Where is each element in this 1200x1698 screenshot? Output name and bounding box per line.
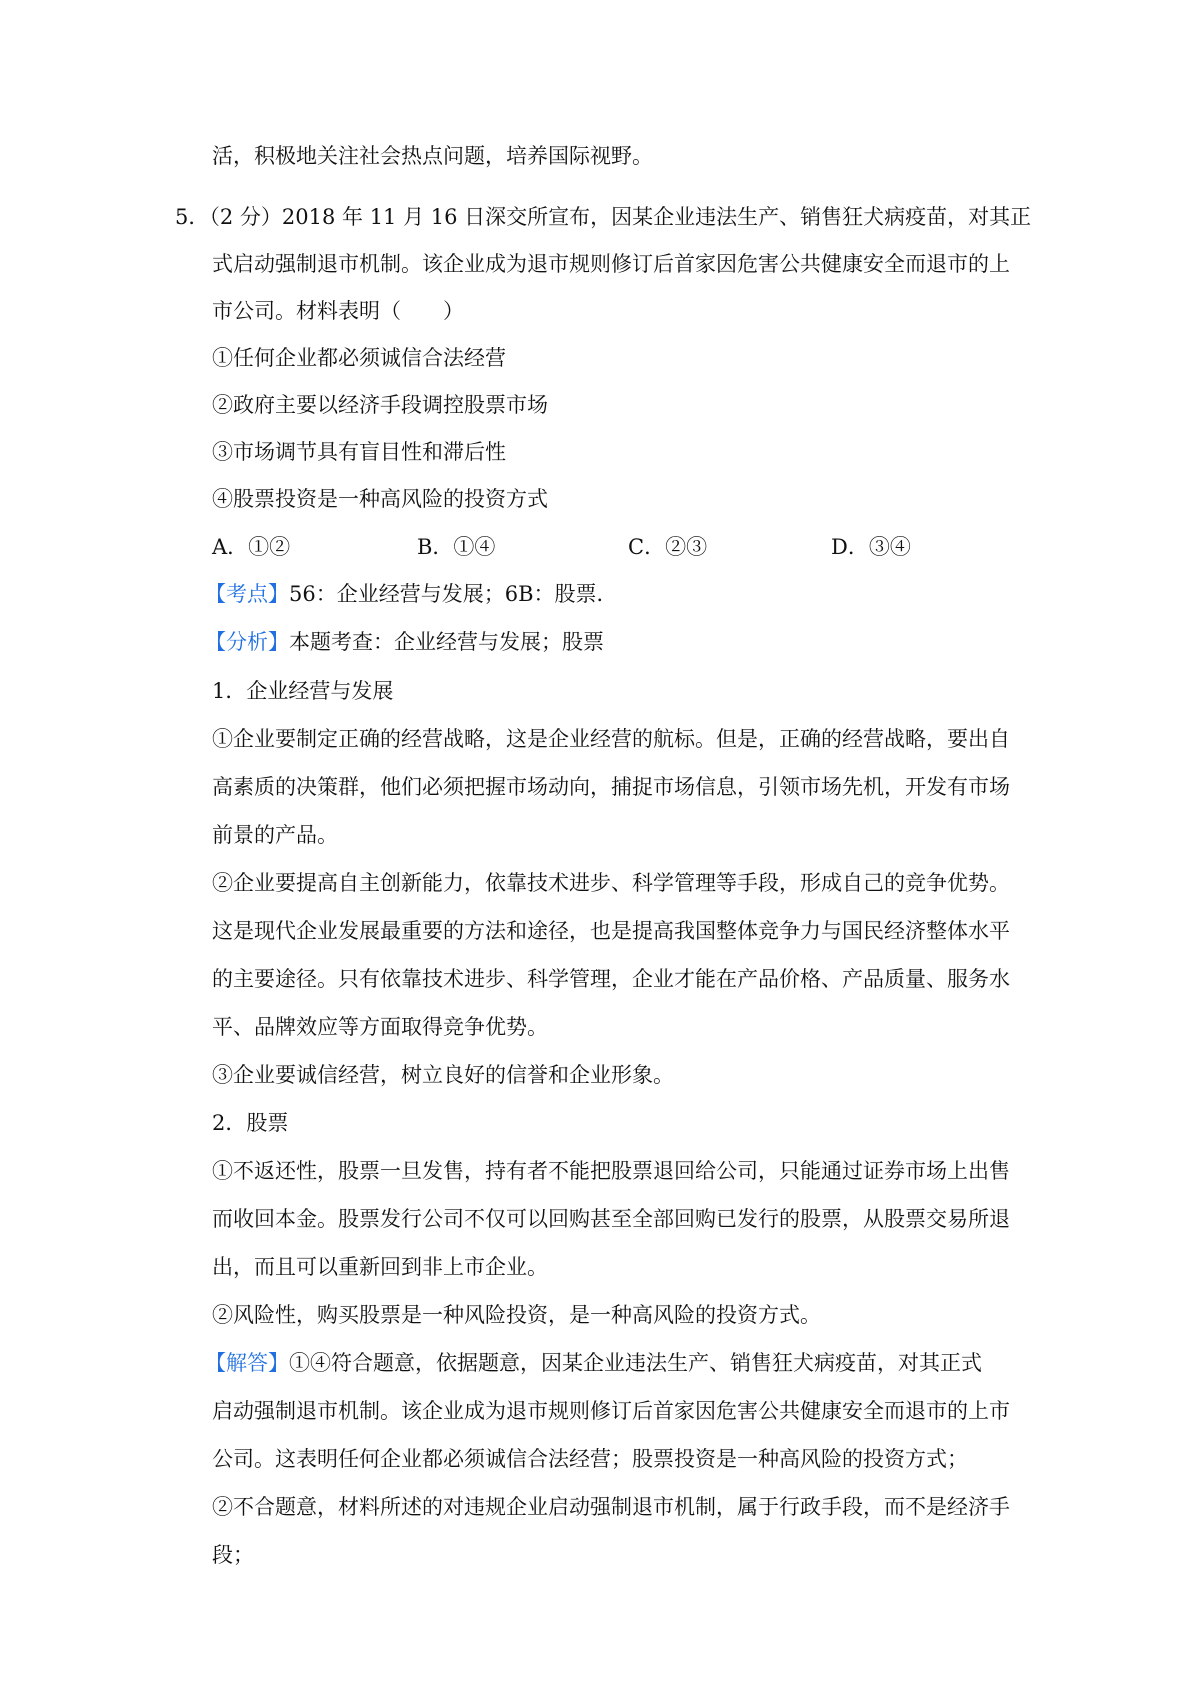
fenxi-text: 本题考查：企业经营与发展；股票 xyxy=(289,630,604,654)
analysis-line: 而收回本金。股票发行公司不仅可以回购甚至全部回购已发行的股票，从股票交易所退 xyxy=(212,1207,1010,1231)
analysis-line: ①不返还性，股票一旦发售，持有者不能把股票退回给公司，只能通过证券市场上出售 xyxy=(212,1159,1010,1183)
analysis-line: ③企业要诚信经营，树立良好的信誉和企业形象。 xyxy=(212,1063,674,1087)
continuation-line: 活，积极地关注社会热点问题，培养国际视野。 xyxy=(212,144,653,168)
option-a: A．①② xyxy=(212,535,291,559)
analysis-line: ②企业要提高自主创新能力，依靠技术进步、科学管理等手段，形成自己的竞争优势。 xyxy=(212,871,1010,895)
answer-line: ②不合题意，材料所述的对违规企业启动强制退市机制，属于行政手段，而不是经济手 xyxy=(212,1495,1010,1519)
fenxi-tag: 【分析】 xyxy=(205,630,289,654)
jieda-line xyxy=(205,1349,982,1377)
analysis-line: ①企业要制定正确的经营战略，这是企业经营的航标。但是，正确的经营战略，要出自 xyxy=(212,727,1010,751)
option-c: C．②③ xyxy=(628,535,708,559)
kaodian-text: 56：企业经营与发展；6B：股票． xyxy=(289,582,618,606)
analysis-line: ②风险性，购买股票是一种风险投资，是一种高风险的投资方式。 xyxy=(212,1303,821,1327)
kaodian-line xyxy=(205,580,618,608)
analysis-line: 平、品牌效应等方面取得竞争优势。 xyxy=(212,1015,548,1039)
analysis-line: 高素质的决策群，他们必须把握市场动向，捕捉市场信息，引领市场先机，开发有市场 xyxy=(212,775,1010,799)
analysis-line: 2．股票 xyxy=(212,1111,289,1135)
kaodian-tag: 【考点】 xyxy=(205,582,289,606)
jieda-text: ①④符合题意，依据题意，因某企业违法生产、销售狂犬病疫苗，对其正式 xyxy=(289,1351,982,1375)
answer-line: 启动强制退市机制。该企业成为退市规则修订后首家因危害公共健康安全而退市的上市 xyxy=(212,1399,1010,1423)
jieda-tag: 【解答】 xyxy=(205,1351,289,1375)
question-stem-line: 式启动强制退市机制。该企业成为退市规则修订后首家因危害公共健康安全而退市的上 xyxy=(212,252,1010,276)
analysis-line: 前景的产品。 xyxy=(212,823,338,847)
statement-item: ④股票投资是一种高风险的投资方式 xyxy=(212,487,548,511)
statement-item: ③市场调节具有盲目性和滞后性 xyxy=(212,440,506,464)
analysis-line: 1．企业经营与发展 xyxy=(212,679,394,703)
statement-item: ②政府主要以经济手段调控股票市场 xyxy=(212,393,548,417)
analysis-line: 的主要途径。只有依靠技术进步、科学管理，企业才能在产品价格、产品质量、服务水 xyxy=(212,967,1010,991)
answer-line: 段； xyxy=(212,1543,254,1567)
answer-line: 公司。这表明任何企业都必须诚信合法经营；股票投资是一种高风险的投资方式； xyxy=(212,1447,968,1471)
fenxi-line xyxy=(205,628,604,656)
question-stem-line: 5．（2 分）2018 年 11 月 16 日深交所宣布，因某企业违法生产、销售狂犬病疫苗，对其正 xyxy=(175,205,1032,229)
analysis-line: 这是现代企业发展最重要的方法和途径，也是提高我国整体竞争力与国民经济整体水平 xyxy=(212,919,1010,943)
question-stem-line: 市公司。材料表明（ ） xyxy=(212,299,464,323)
statement-item: ①任何企业都必须诚信合法经营 xyxy=(212,346,506,370)
option-b: B．①④ xyxy=(417,535,496,559)
option-d: D．③④ xyxy=(831,535,911,559)
analysis-line: 出，而且可以重新回到非上市企业。 xyxy=(212,1255,548,1279)
